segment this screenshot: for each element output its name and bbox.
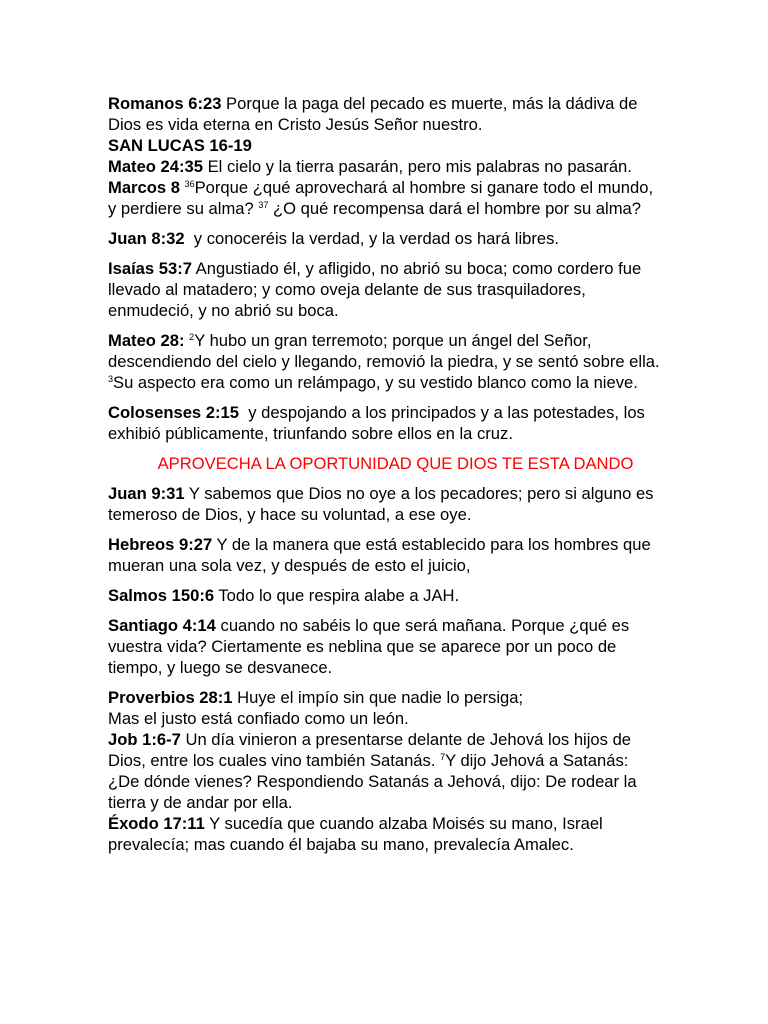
verse-exodo-17-11: [108, 813, 660, 855]
verse-salmos-150-6: [108, 585, 660, 606]
verse-reference: Romanos 6:23: [108, 94, 222, 113]
verse-text: Y sucedía que cuando alzaba Moisés su mano, Israel prevalecía; mas cuando él bajaba su mano, prevalecía Amalec.: [108, 814, 603, 854]
verse-text: Y de la manera que está establecido para los hombres que mueran una sola vez, y después de esto el juicio,: [108, 535, 651, 575]
verse-number: 37: [258, 200, 269, 210]
verse-proverbios-28-1: [108, 687, 660, 729]
verse-reference: Santiago 4:14: [108, 616, 216, 635]
verse-text-line-2: Mas el justo está confiado como un león.: [108, 709, 409, 728]
verse-text: y conoceréis la verdad, y la verdad os hará libres.: [184, 229, 560, 248]
call-to-action-banner: APROVECHA LA OPORTUNIDAD QUE DIOS TE ESTA DANDO: [157, 454, 634, 473]
verse-reference: Éxodo 17:11: [108, 814, 205, 833]
verse-reference: Juan 8:32: [108, 229, 185, 248]
verse-text: Su aspecto era como un relámpago, y su vestido blanco como la nieve.: [113, 373, 638, 392]
verse-colosenses-2-15: [108, 402, 660, 444]
verse-reference: Salmos 150:6: [108, 586, 215, 605]
verse-hebreos-9-27: [108, 534, 660, 576]
verse-number: 7: [440, 752, 446, 762]
verse-isaias-53-7: [108, 258, 660, 321]
verse-number: 2: [189, 332, 195, 342]
verse-number: 3: [108, 374, 114, 384]
verse-mateo-28: [108, 330, 660, 393]
verse-juan-8-32: [108, 228, 660, 249]
verse-reference: Proverbios 28:1: [108, 688, 233, 707]
verse-reference: Mateo 24:35: [108, 157, 203, 176]
verse-number: 36: [184, 179, 195, 189]
verse-reference: Job 1:6-7: [108, 730, 181, 749]
verse-romanos-6-23: [108, 93, 660, 135]
verse-reference: Mateo 28:: [108, 331, 185, 350]
verse-text: y despojando a los principados y a las potestades, los exhibió públicamente, triunfando sobre ellos en la cruz.: [108, 403, 650, 443]
verse-santiago-4-14: [108, 615, 660, 678]
heading-san-lucas: [108, 135, 660, 156]
verse-text: Porque la paga del pecado es muerte, más la dádiva de Dios es vida eterna en Cristo Jesús Señor nuestro.: [108, 94, 638, 134]
verse-text: Porque ¿qué aprovechará al hombre si ganare todo el mundo, y perdiere su alma?: [108, 178, 654, 218]
verse-text: Y hubo un gran terremoto; porque un ángel del Señor, descendiendo del cielo y llegando, removió la piedra, y se sentó sobre ella.: [108, 331, 660, 371]
verse-text: Un día vinieron a presentarse delante de Jehová los hijos de Dios, entre los cuales vino también Satanás.: [108, 730, 632, 770]
verse-text: Todo lo que respira alabe a JAH.: [214, 586, 460, 605]
verse-reference: Juan 9:31: [108, 484, 185, 503]
verse-job-1-6-7: [108, 729, 660, 813]
verse-text: El cielo y la tierra pasarán, pero mis palabras no pasarán.: [203, 157, 632, 176]
verse-text: Y dijo Jehová a Satanás: ¿De dónde vienes? Respondiendo Satanás a Jehová, dijo: De rodear la tierra y de andar por ella.: [108, 751, 637, 812]
verse-text: ¿O qué recompensa dará el hombre por su alma?: [272, 199, 642, 218]
verse-reference: Hebreos 9:27: [108, 535, 213, 554]
verse-reference: Marcos 8: [108, 178, 180, 197]
verse-text: Huye el impío sin que nadie lo persiga;: [232, 688, 524, 707]
verse-mateo-24-35: [108, 156, 660, 177]
verse-marcos-8: [108, 177, 660, 219]
verse-text: Angustiado él, y afligido, no abrió su boca; como cordero fue llevado al matadero; y como oveja delante de sus trasquiladores, enmudeció, y no abrió su boca.: [108, 259, 642, 320]
verse-text: Y sabemos que Dios no oye a los pecadores; pero si alguno es temeroso de Dios, y hace su voluntad, a ese oye.: [108, 484, 654, 524]
verse-text: cuando no sabéis lo que será mañana. Porque ¿qué es vuestra vida? Ciertamente es neblina que se aparece por un poco de tiempo, y luego se desvanece.: [108, 616, 630, 677]
verse-reference: Isaías 53:7: [108, 259, 192, 278]
verse-juan-9-31: [108, 483, 660, 525]
verse-reference: SAN LUCAS 16-19: [108, 136, 252, 155]
verse-reference: Colosenses 2:15: [108, 403, 239, 422]
